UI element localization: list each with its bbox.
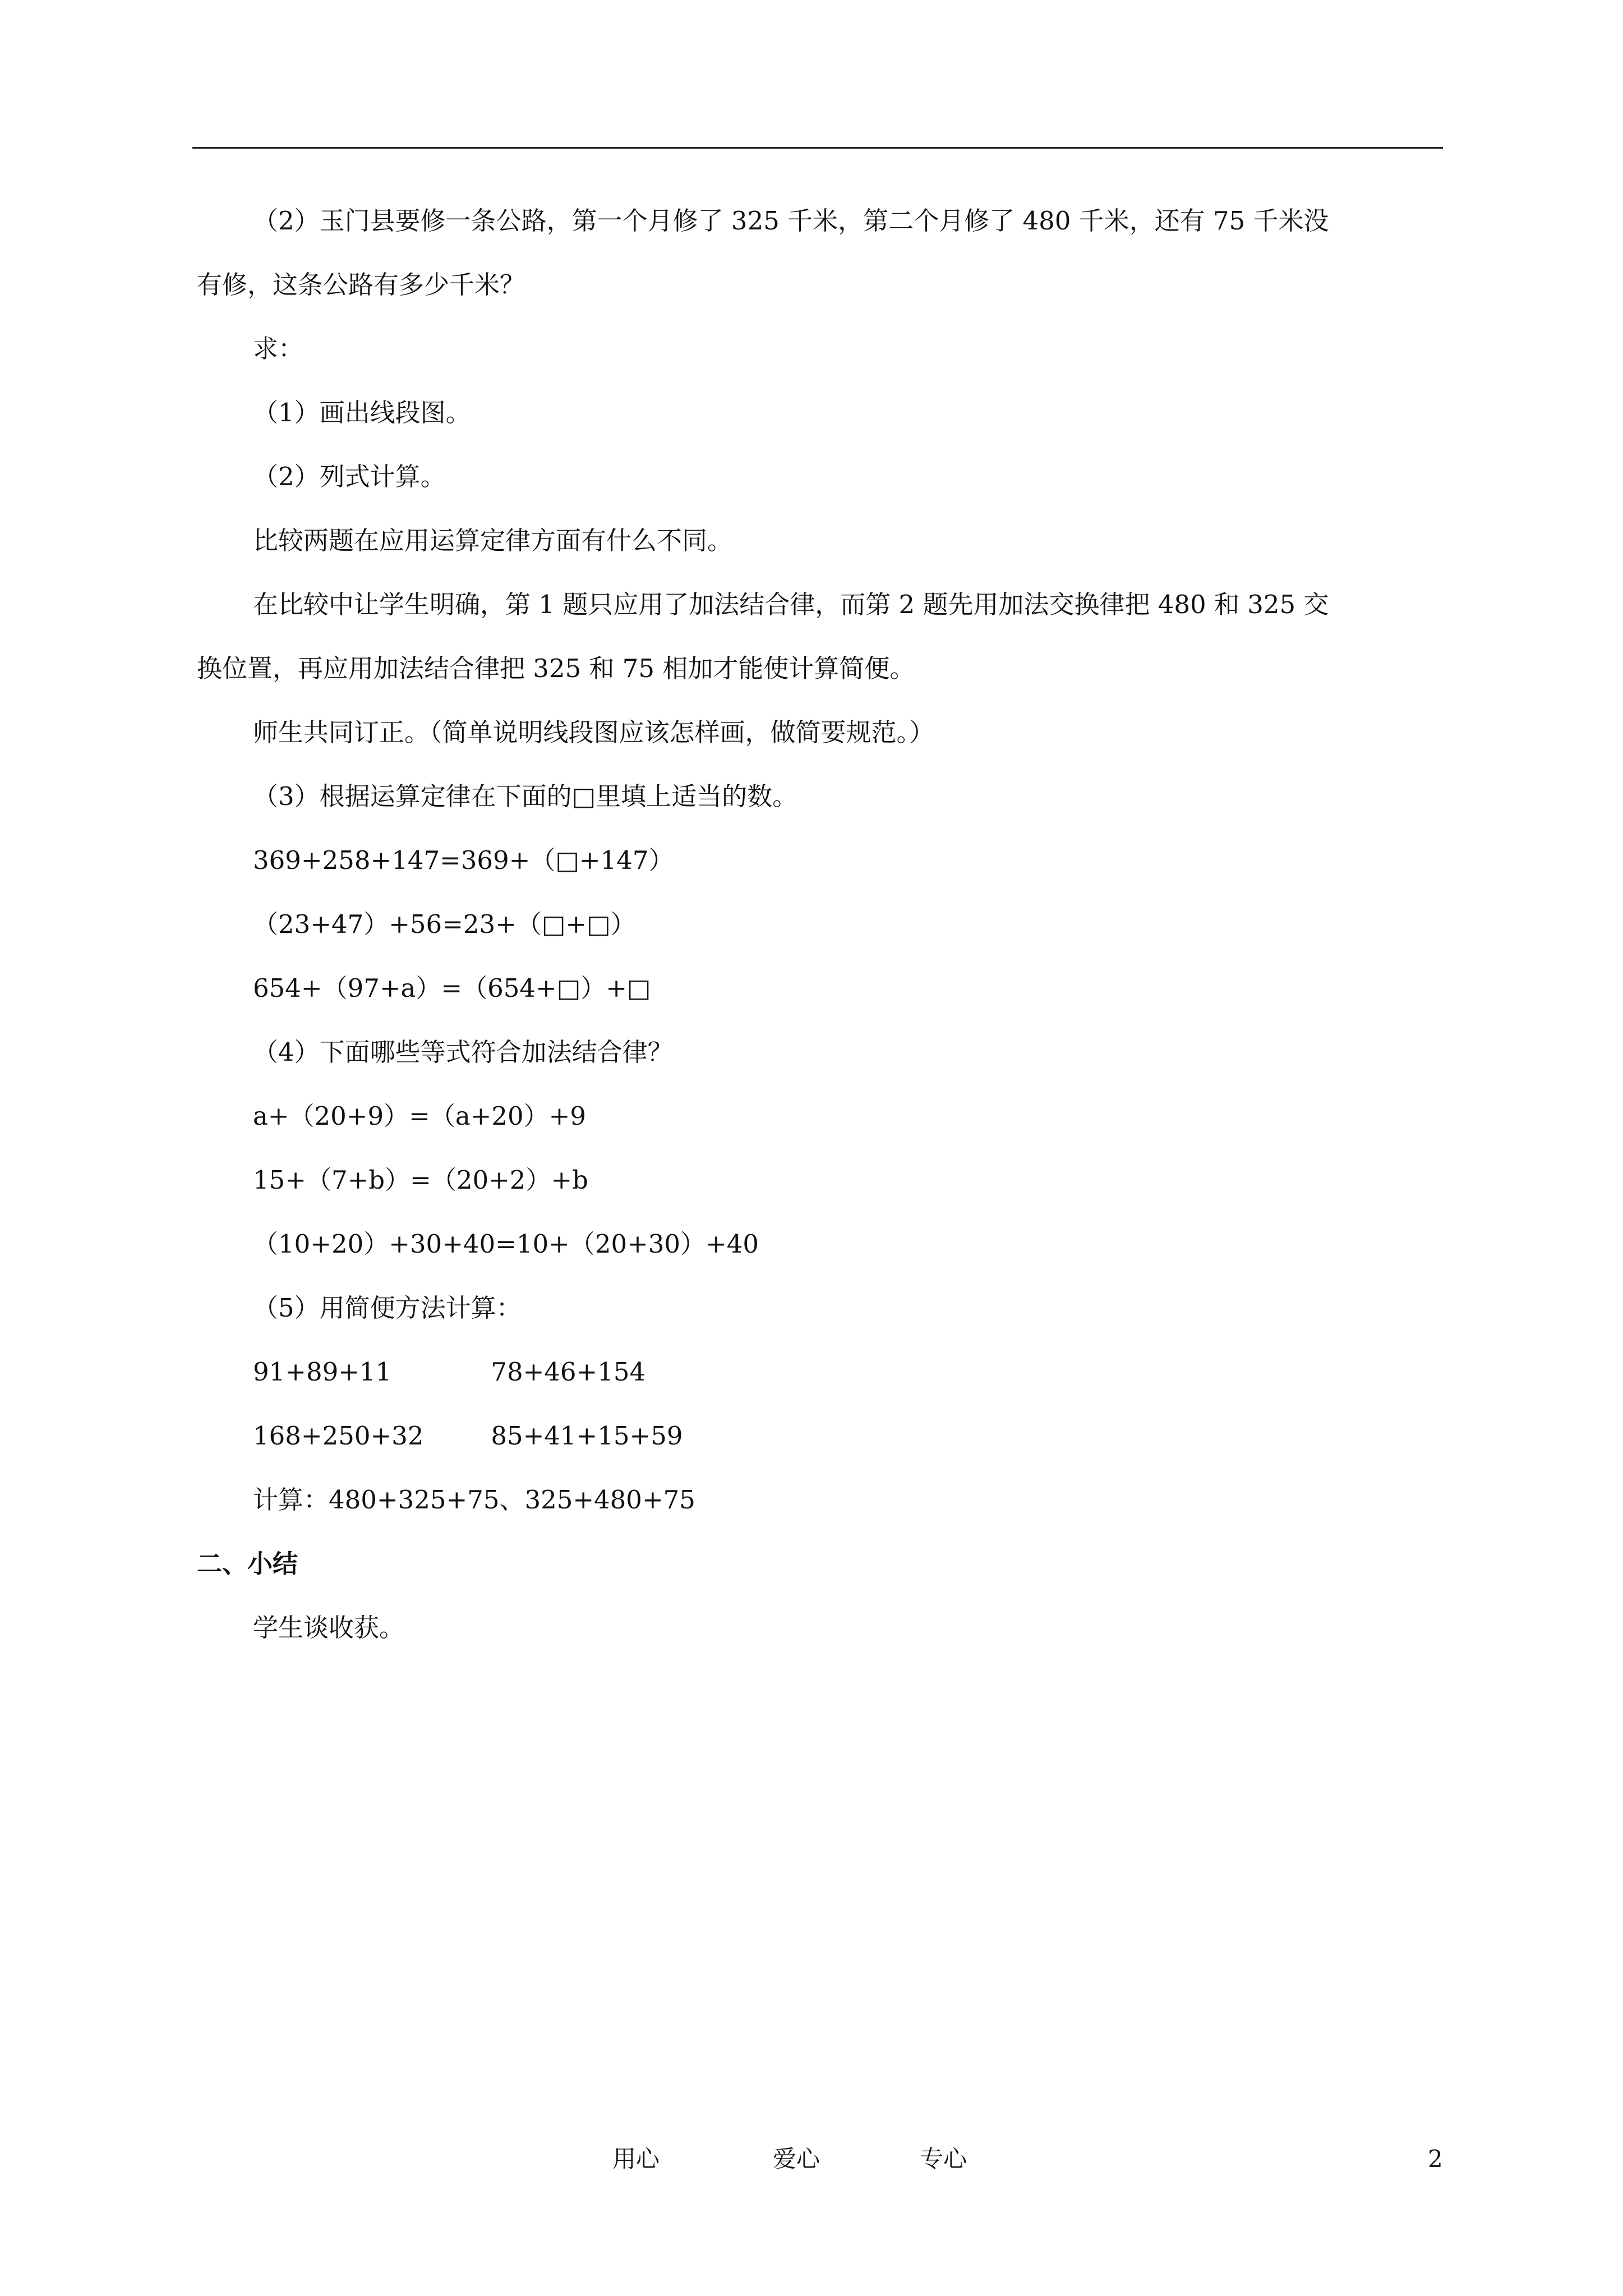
ask-item-2: （2）列式计算。	[253, 462, 446, 491]
calc-line: 计算：480+325+75、325+480+75	[253, 1485, 695, 1515]
page-footer	[0, 2140, 1623, 2178]
header-rule	[192, 147, 1443, 149]
question-5-expr: 78+46+154	[491, 1357, 646, 1387]
problem-2-line-2: 有修，这条公路有多少千米？	[197, 270, 525, 300]
question-4-item-3: （10+20）+30+40=10+（20+30）+40	[253, 1229, 759, 1259]
question-4-title: （4）下面哪些等式符合加法结合律？	[253, 1037, 673, 1067]
question-5-expr: 168+250+32	[253, 1421, 424, 1451]
footer-word-1: 用心	[612, 2145, 660, 2173]
question-4-item-2: 15+（7+b）=（20+2）+b	[253, 1165, 588, 1195]
question-5-title: （5）用简便方法计算：	[253, 1293, 522, 1323]
problem-2-line-1: （2）玉门县要修一条公路，第一个月修了 325 千米，第二个月修了 480 千米，还有 75 千米没	[253, 206, 1329, 236]
question-5-expr: 91+89+11	[253, 1357, 392, 1387]
page-number: 2	[1428, 2145, 1443, 2173]
question-3-title: （3）根据运算定律在下面的□里填上适当的数。	[253, 781, 798, 811]
document-body	[197, 202, 1443, 1673]
question-5-expr: 85+41+15+59	[491, 1421, 683, 1451]
footer-word-2: 爱心	[773, 2145, 820, 2173]
ask-item-1: （1）画出线段图。	[253, 398, 471, 427]
question-5-row-2	[197, 1417, 1443, 1455]
explain-line-1: 在比较中让学生明确，第 1 题只应用了加法结合律，而第 2 题先用加法交换律把 480 和 325 交	[253, 590, 1329, 619]
correction-text: 师生共同订正。（简单说明线段图应该怎样画，做简要规范。）	[253, 717, 935, 747]
footer-word-3: 专心	[920, 2145, 967, 2173]
explain-paragraph	[197, 586, 1443, 688]
question-3-item-2: （23+47）+56=23+（□+□）	[253, 909, 636, 939]
section-2-heading: 二、小结	[197, 1549, 298, 1579]
question-3-item-3: 654+（97+a）=（654+□）+□	[253, 973, 651, 1003]
question-4-item-1: a+（20+9）=（a+20）+9	[253, 1101, 586, 1131]
explain-line-2: 换位置，再应用加法结合律把 325 和 75 相加才能使计算简便。	[197, 654, 915, 683]
question-5-row-1	[197, 1353, 1443, 1391]
question-3-item-1: 369+258+147=369+（□+147）	[253, 845, 674, 875]
ask-label: 求：	[253, 334, 304, 364]
problem-2	[197, 202, 1443, 304]
section-2-body: 学生谈收获。	[253, 1613, 405, 1642]
compare-text: 比较两题在应用运算定律方面有什么不同。	[253, 526, 733, 555]
